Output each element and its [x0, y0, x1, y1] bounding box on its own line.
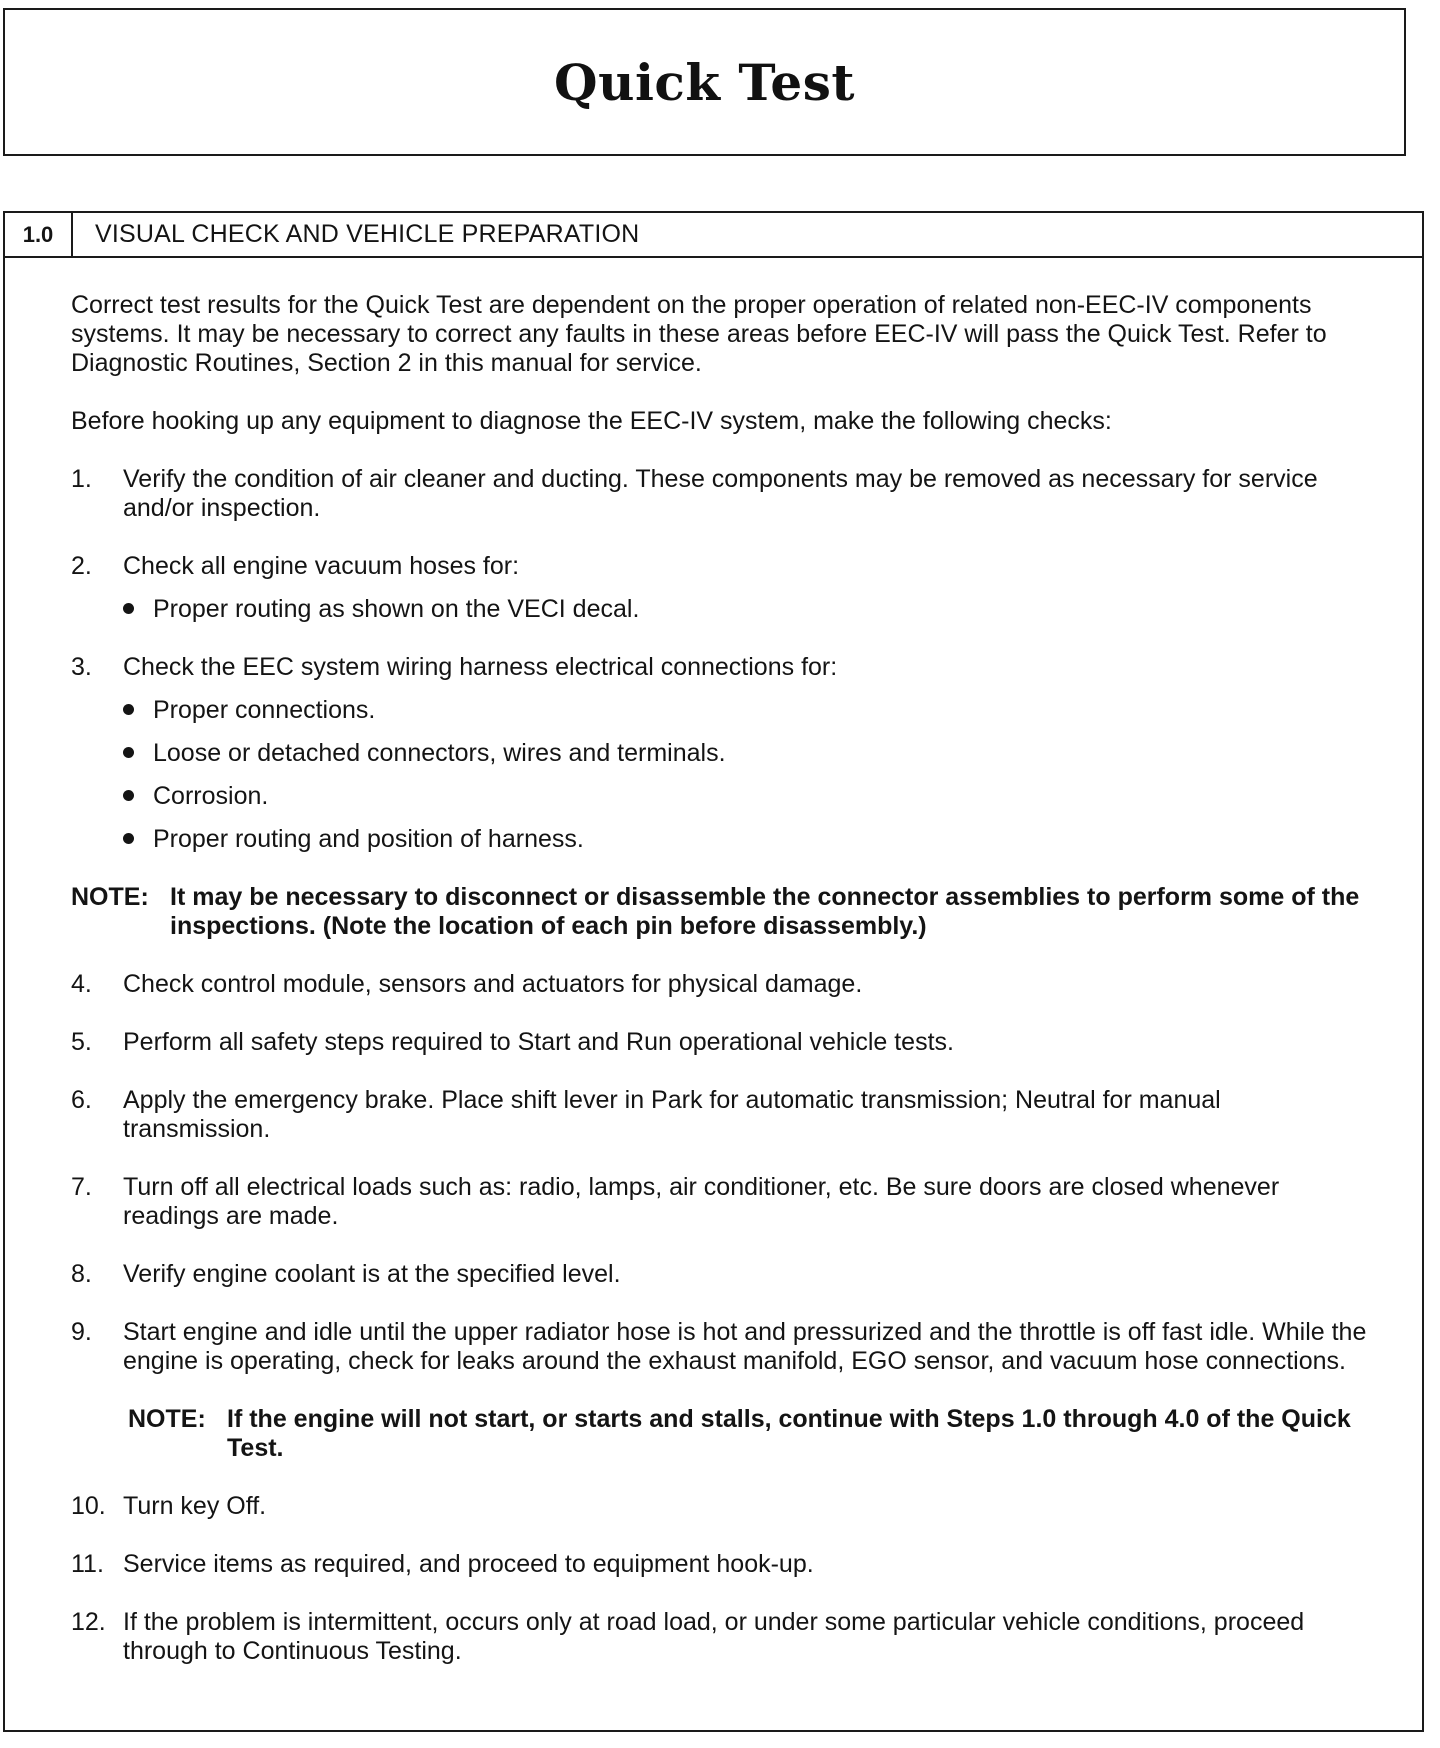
step-11 — [71, 1550, 1371, 1579]
section-number: 1.0 — [5, 213, 73, 256]
step-text: Check the EEC system wiring harness electrical connections for: — [123, 653, 838, 681]
bullet-dot-icon — [123, 704, 134, 715]
step-10 — [71, 1492, 1371, 1521]
lead-paragraph: Before hooking up any equipment to diagnose the EEC-IV system, make the following checks: — [71, 407, 1112, 435]
step-text: Turn off all electrical loads such as: radio, lamps, air conditioner, etc. Be sure doors are closed whenever readings are made. — [123, 1173, 1280, 1230]
step-number: 10. — [71, 1492, 106, 1520]
bullet-dot-icon — [123, 603, 134, 614]
step-text: Start engine and idle until the upper radiator hose is hot and pressurized and the throttle is off fast idle. While the engine is operating, check for leaks around the exhaust manifold, EGO sensor, and vacuum hose connections. — [123, 1318, 1367, 1375]
step-number: 5. — [71, 1028, 92, 1056]
bullet-dot-icon — [123, 790, 134, 801]
step-4 — [71, 970, 1371, 999]
step-12 — [71, 1608, 1371, 1666]
bullet-item — [123, 696, 1371, 725]
bullet-item — [123, 825, 1371, 854]
step-text: Perform all safety steps required to Start and Run operational vehicle tests. — [123, 1028, 954, 1056]
bullet-text: Proper routing and position of harness. — [153, 825, 584, 853]
note-2 — [128, 1405, 1371, 1463]
step-text: Verify the condition of air cleaner and ducting. These components may be removed as necessary for service and/or inspection. — [123, 465, 1318, 522]
step-8 — [71, 1260, 1371, 1289]
bullet-list — [123, 595, 1371, 624]
step-text: Service items as required, and proceed to equipment hook-up. — [123, 1550, 814, 1578]
bullet-text: Loose or detached connectors, wires and terminals. — [153, 739, 726, 767]
section-box — [3, 211, 1424, 1732]
bullet-text: Proper routing as shown on the VECI decal. — [153, 595, 640, 623]
step-text: Check all engine vacuum hoses for: — [123, 552, 520, 580]
step-number: 11. — [71, 1550, 104, 1578]
section-title: VISUAL CHECK AND VEHICLE PREPARATION — [95, 220, 640, 248]
step-text: Apply the emergency brake. Place shift lever in Park for automatic transmission; Neutral for manual transmission. — [123, 1086, 1221, 1143]
bullet-text: Corrosion. — [153, 782, 269, 810]
step-text: Verify engine coolant is at the specified level. — [123, 1260, 621, 1288]
page-title: Quick Test — [554, 52, 855, 112]
bullet-text: Proper connections. — [153, 696, 376, 724]
step-text: Turn key Off. — [123, 1492, 267, 1520]
step-7 — [71, 1173, 1371, 1231]
bullet-item — [123, 739, 1371, 768]
bullet-item — [123, 595, 1371, 624]
step-1 — [71, 465, 1371, 523]
step-2 — [71, 552, 1371, 624]
note-text: If the engine will not start, or starts and stalls, continue with Steps 1.0 through 4.0 of the Quick Test. — [227, 1405, 1351, 1462]
step-number: 1. — [71, 465, 92, 493]
bullet-dot-icon — [123, 747, 134, 758]
bullet-item — [123, 782, 1371, 811]
step-number: 6. — [71, 1086, 92, 1114]
step-5 — [71, 1028, 1371, 1057]
step-text: If the problem is intermittent, occurs only at road load, or under some particular vehicle conditions, proceed through to Continuous Testing. — [123, 1608, 1305, 1665]
step-6 — [71, 1086, 1371, 1144]
step-number: 12. — [71, 1608, 106, 1636]
step-number: 2. — [71, 552, 92, 580]
title-box — [3, 8, 1406, 156]
intro-paragraph: Correct test results for the Quick Test are dependent on the proper operation of related non-EEC-IV components systems. It may be necessary to correct any faults in these areas before EEC-IV will pass the Quick Test. Refer to Diagnostic Routines, Section 2 in this manual for service. — [71, 291, 1327, 377]
note-label: NOTE: — [128, 1405, 206, 1433]
step-3 — [71, 653, 1371, 854]
section-header — [5, 213, 1422, 258]
bullet-dot-icon — [123, 833, 134, 844]
step-number: 4. — [71, 970, 92, 998]
step-number: 3. — [71, 653, 92, 681]
section-content — [71, 291, 1371, 1695]
bullet-list — [123, 696, 1371, 854]
step-text: Check control module, sensors and actuators for physical damage. — [123, 970, 863, 998]
note-label: NOTE: — [71, 883, 149, 911]
note-1 — [71, 883, 1371, 941]
step-number: 8. — [71, 1260, 92, 1288]
step-9 — [71, 1318, 1371, 1376]
note-text: It may be necessary to disconnect or disassemble the connector assemblies to perform some of the inspections. (Note the location of each pin before disassembly.) — [170, 883, 1360, 940]
step-number: 7. — [71, 1173, 92, 1201]
step-number: 9. — [71, 1318, 92, 1346]
